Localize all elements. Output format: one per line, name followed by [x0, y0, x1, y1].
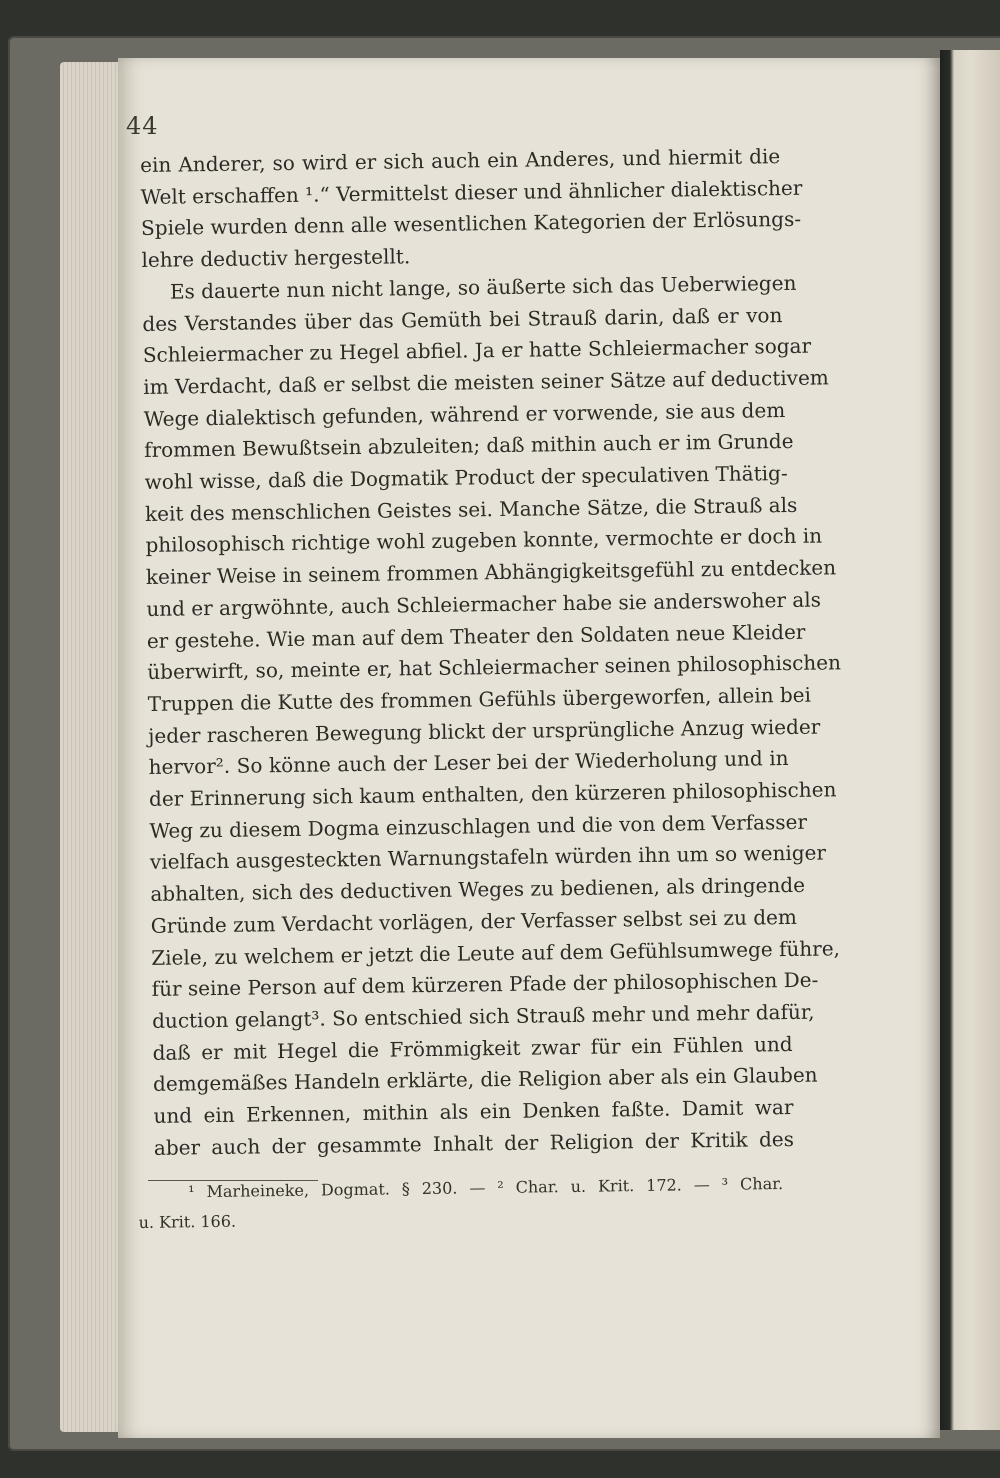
text-line: keit des menschlichen Geistes sei. Manche Sätze, die Strauß als	[144, 492, 798, 526]
text-line: Truppen die Kutte des frommen Gefühls übergeworfen, allein bei	[147, 682, 812, 716]
text-line: für seine Person auf dem kürzeren Pfade der philosophischen De-	[151, 967, 819, 1002]
text-line: daß er mit Hegel die Frömmigkeit zwar für ein Fühlen und	[152, 1031, 793, 1065]
text-line: jeder rascheren Bewegung blickt der ursprüngliche Anzug wieder	[148, 714, 821, 748]
text-line: lehre deductiv hergestellt.	[141, 244, 411, 273]
text-line: keiner Weise in seinem frommen Abhängigkeitsgefühl zu entdecken	[145, 555, 837, 590]
text-line: und ein Erkennen, mithin als ein Denken faßte. Damit war	[153, 1095, 794, 1128]
text-line: ein Anderer, so wird er sich auch ein Anderes, und hiermit die	[140, 144, 781, 177]
footnote-line: ¹ Marheineke, Dogmat. § 230. — ² Char. u. Krit. 172. — ³ Char.	[188, 1173, 784, 1202]
text-line: der Erinnerung sich kaum enthalten, den kürzeren philosophischen	[148, 777, 837, 811]
text-line: Wege dialektisch gefunden, während er vorwende, sie aus dem	[143, 397, 786, 431]
body-text	[140, 141, 842, 1164]
text-line: frommen Bewußtsein abzuleiten; daß mithin auch er im Grunde	[144, 429, 794, 463]
text-line: hervor². So könne auch der Leser bei der Wiederholung und in	[148, 746, 789, 780]
page-number: 44	[126, 112, 159, 140]
text-line: aber auch der gesammte Inhalt der Religion der Kritik des	[153, 1126, 795, 1160]
text-line: wohl wisse, daß die Dogmatik Product der speculativen Thätig-	[144, 461, 788, 494]
text-line: Schleiermacher zu Hegel abfiel. Ja er hatte Schleiermacher sogar	[142, 333, 812, 368]
text-line: abhalten, sich des deductiven Weges zu bedienen, als dringende	[150, 872, 806, 907]
text-line: duction gelangt³. So entschied sich Strauß mehr und mehr dafür,	[151, 999, 815, 1033]
text-line: des Verstandes über das Gemüth bei Strauß darin, daß er von	[142, 302, 783, 336]
text-line: philosophisch richtige wohl zugeben konnte, vermochte er doch in	[145, 523, 823, 558]
text-line: und er argwöhnte, auch Schleiermacher habe sie anderswoher als	[146, 587, 822, 621]
text-line: Weg zu diesem Dogma einzuschlagen und die von dem Verfasser	[149, 809, 808, 843]
text-line: er gestehe. Wie man auf dem Theater den Soldaten neue Kleider	[146, 619, 806, 653]
text-line: Welt erschaffen ¹.“ Vermittelst dieser und ähnlicher dialektischer	[140, 175, 803, 209]
text-line: demgemäßes Handeln erklärte, die Religion aber als ein Glauben	[152, 1063, 818, 1097]
footnotes	[138, 1169, 784, 1238]
footnote-line: u. Krit. 166.	[138, 1211, 237, 1232]
text-line: Spiele wurden denn alle wesentlichen Kategorien der Erlösungs-	[140, 207, 802, 241]
facing-page-edge	[940, 50, 1000, 1430]
text-line: Es dauerte nun nicht lange, so äußerte sich das Ueberwiegen	[169, 270, 797, 304]
text-line: Gründe zum Verdacht vorlägen, der Verfasser selbst sei zu dem	[150, 904, 798, 938]
text-line: überwirft, so, meinte er, hat Schleiermacher seinen philosophischen	[147, 650, 842, 685]
text-line: Ziele, zu welchem er jetzt die Leute auf dem Gefühlsumwege führe,	[151, 935, 841, 970]
text-line: vielfach ausgesteckten Warnungstafeln würden ihn um so weniger	[149, 840, 827, 875]
text-line: im Verdacht, daß er selbst die meisten seiner Sätze auf deductivem	[143, 365, 829, 399]
